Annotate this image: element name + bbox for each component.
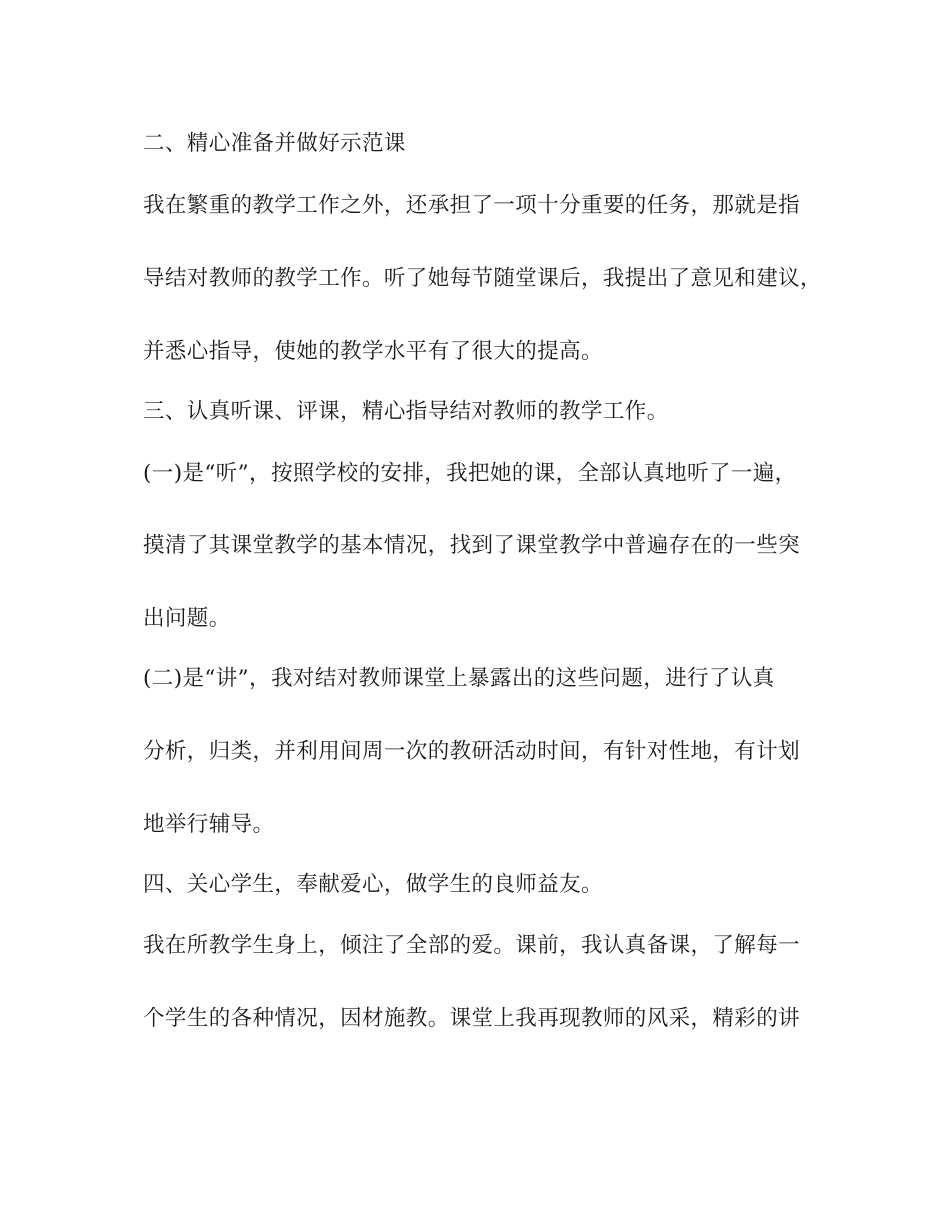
section-heading-3: 三、认真听课、评课，精心指导结对教师的教学工作。 (143, 399, 669, 424)
paragraph-line: (二)是“讲”，我对结对教师课堂上暴露出的这些问题，进行了认真 (143, 666, 775, 691)
paragraph-line: (一)是“听”，按照学校的安排，我把她的课，全部认真地听了一遍， (143, 461, 797, 486)
paragraph-line: 地举行辅导。 (143, 812, 275, 837)
paragraph-line: 并悉心指导，使她的教学水平有了很大的提高。 (143, 339, 603, 364)
section-heading-4: 四、关心学生，奉献爱心，做学生的良师益友。 (143, 872, 603, 897)
paragraph-line: 个学生的各种情况，因材施教。课堂上我再现教师的风采，精彩的讲 (143, 1006, 801, 1031)
paragraph-line: 我在所教学生身上，倾注了全部的爱。课前，我认真备课，了解每一 (143, 933, 801, 958)
paragraph-line: 分析，归类，并利用间周一次的教研活动时间，有针对性地，有计划 (143, 739, 801, 764)
paragraph-line: 我在繁重的教学工作之外，还承担了一项十分重要的任务，那就是指 (143, 193, 801, 218)
paragraph-line: 摸清了其课堂教学的基本情况，找到了课堂教学中普遍存在的一些突 (143, 533, 801, 558)
paragraph-line: 导结对教师的教学工作。听了她每节随堂课后，我提出了意见和建议， (143, 266, 822, 291)
section-heading-2: 二、精心准备并做好示范课 (143, 131, 406, 156)
paragraph-line: 出问题。 (143, 606, 231, 631)
